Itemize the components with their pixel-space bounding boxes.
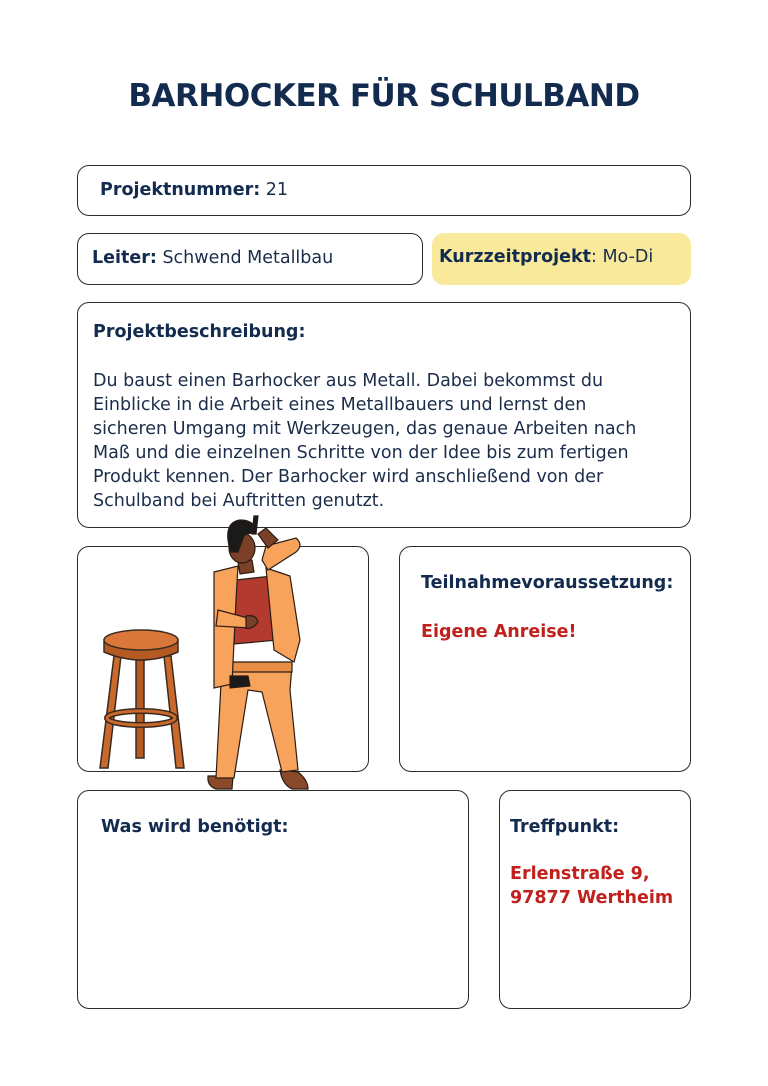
short-project-value: : Mo-Di bbox=[591, 247, 654, 267]
prerequisite-heading: Teilnahmevoraussetzung: bbox=[421, 573, 674, 593]
page-title: BARHOCKER FÜR SCHULBAND bbox=[128, 78, 640, 114]
leader-label: Leiter: bbox=[92, 248, 157, 268]
project-number-value: 21 bbox=[260, 180, 289, 200]
description-text: Du baust einen Barhocker aus Metall. Dabei bekommst du Einblicke in die Arbeit eines Metallbauers und lernst den sicheren Umgang mit Werkzeugen, das genaue Arbeiten nach Maß und die einzelnen Schritte von der Idee bis zum fertigen Produkt kennen. Der Barhocker wird anschließend von der Schulband bei Auftritten genutzt. bbox=[93, 371, 637, 511]
needed-heading: Was wird benötigt: bbox=[101, 817, 289, 837]
prerequisite-value: Eigene Anreise! bbox=[421, 622, 577, 642]
singer-illustration bbox=[208, 516, 308, 789]
project-number-label: Projektnummer: bbox=[100, 180, 261, 200]
meeting-point-line2: 97877 Wertheim bbox=[510, 888, 674, 908]
description-heading: Projektbeschreibung: bbox=[93, 322, 306, 342]
short-project-label: Kurzzeitprojekt bbox=[439, 247, 591, 267]
leader-value: Schwend Metallbau bbox=[156, 248, 334, 268]
meeting-point-line1: Erlenstraße 9, bbox=[510, 864, 650, 884]
bar-stool-icon bbox=[100, 630, 184, 768]
meeting-point-heading: Treffpunkt: bbox=[510, 817, 620, 837]
